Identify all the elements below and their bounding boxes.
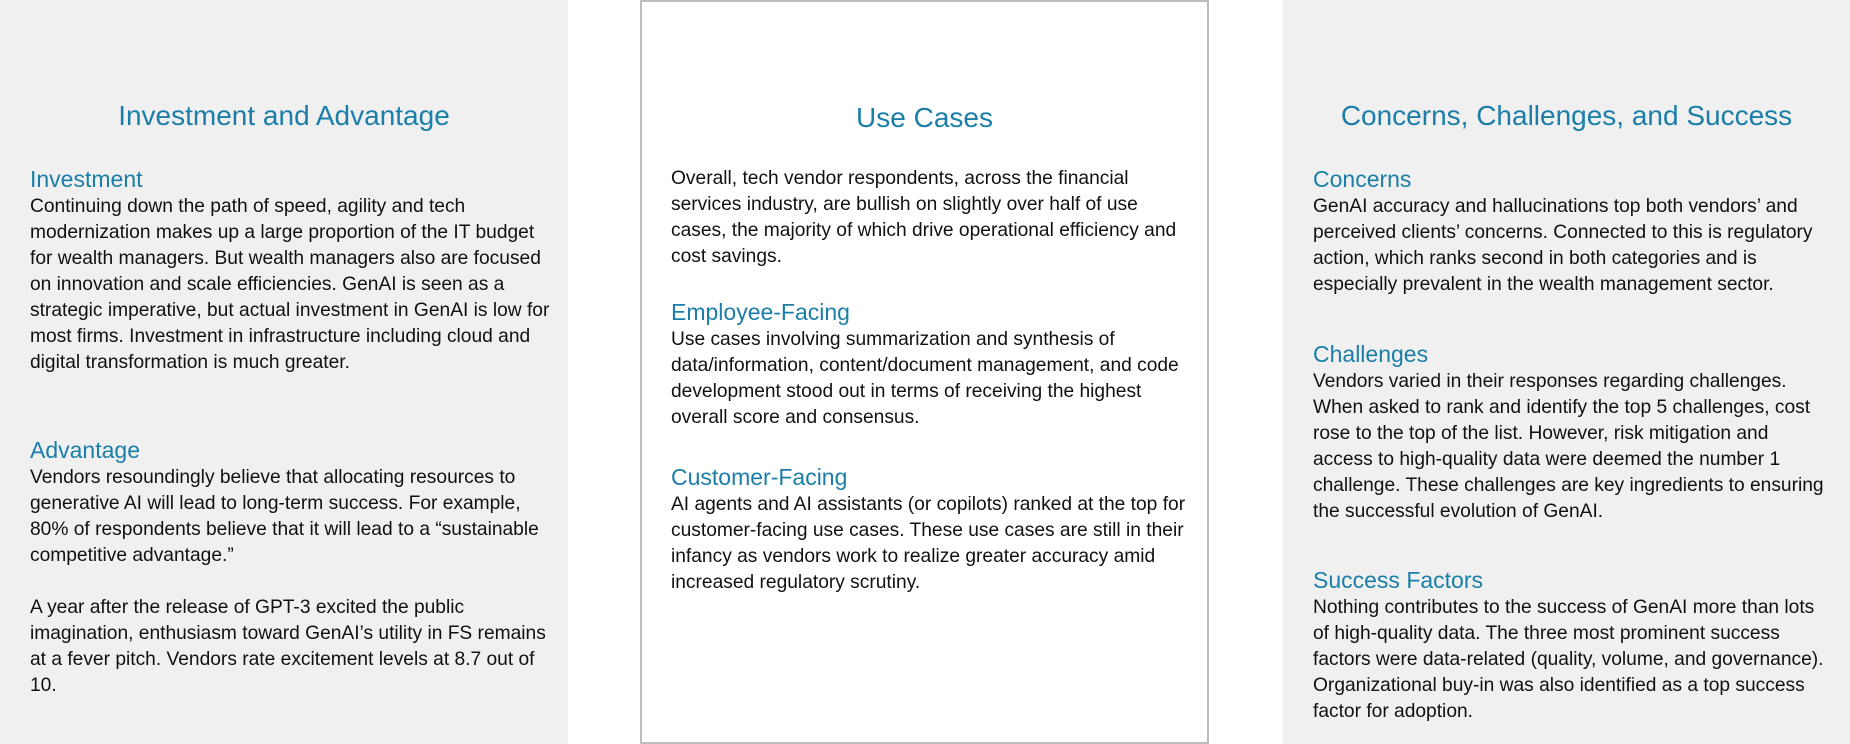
section-body: Nothing contributes to the success of GenAI more than lots of high-quality data. The three most prominent success factors were data-related (quality, volume, and governance). Organizational buy-in was also identified as a top success factor for adoption. [1313,597,1824,722]
section-body: Vendors resoundingly believe that allocating resources to generative AI will lead to long-term success. For example, 80% of respondents believe that it will lead to a “sustainable competitive advantage.” [30,467,539,566]
panel-title: Investment and Advantage [118,100,450,131]
section-body: Overall, tech vendor respondents, across the financial services industry, are bullish on slightly over half of use cases, the majority of which drive operational efficiency and cost savings. [671,168,1177,267]
use-cases-panel [640,0,1209,744]
section-heading: Investment [30,166,143,192]
section-body: Use cases involving summarization and synthesis of data/information, content/document management, and code development stood out in terms of receiving the highest overall score and consensus. [671,329,1179,428]
section-body: Continuing down the path of speed, agility and tech modernization makes up a large proportion of the IT budget for wealth managers. But wealth managers also are focused on innovation and scale efficiencies. GenAI is seen as a strategic imperative, but actual investment in GenAI is low for most firms. Investment in infrastructure including cloud and digital transformation is much greater. [30,196,550,373]
section-body: AI agents and AI assistants (or copilots) ranked at the top for customer-facing use cases. These use cases are still in their infancy as vendors work to realize greater accuracy amid increased regulatory scrutiny. [671,494,1186,593]
section-heading: Employee-Facing [671,299,850,325]
section-body: A year after the release of GPT-3 excited the public imagination, enthusiasm toward GenAI’s utility in FS remains at a fever pitch. Vendors rate excitement levels at 8.7 out of 10. [30,597,546,696]
employee-facing-section [671,297,1191,431]
section-heading: Concerns [1313,166,1412,192]
advantage-section [30,435,550,699]
section-body: Vendors varied in their responses regarding challenges. When asked to rank and identify the top 5 challenges, cost rose to the top of the list. However, risk mitigation and access to high-quality data were deemed the number 1 challenge. These challenges are key ingredients to ensuring the successful evolution of GenAI. [1313,371,1824,522]
panel-title: Use Cases [856,102,993,133]
concerns-challenges-panel [1283,0,1850,744]
challenges-section [1313,339,1833,525]
customer-facing-section [671,462,1191,596]
section-heading: Customer-Facing [671,464,848,490]
section-heading: Success Factors [1313,567,1483,593]
section-heading: Advantage [30,437,140,463]
section-heading: Challenges [1313,341,1429,367]
investment-section [30,164,550,376]
section-body: GenAI accuracy and hallucinations top both vendors’ and perceived clients’ concerns. Connected to this is regulatory action, which ranks second in both categories and is especially prevalent in the wealth management sector. [1313,196,1813,295]
investment-advantage-panel [0,0,568,744]
panel-title: Concerns, Challenges, and Success [1340,100,1793,131]
success-factors-section [1313,565,1833,725]
concerns-section [1313,164,1833,298]
intro-section [671,166,1191,270]
